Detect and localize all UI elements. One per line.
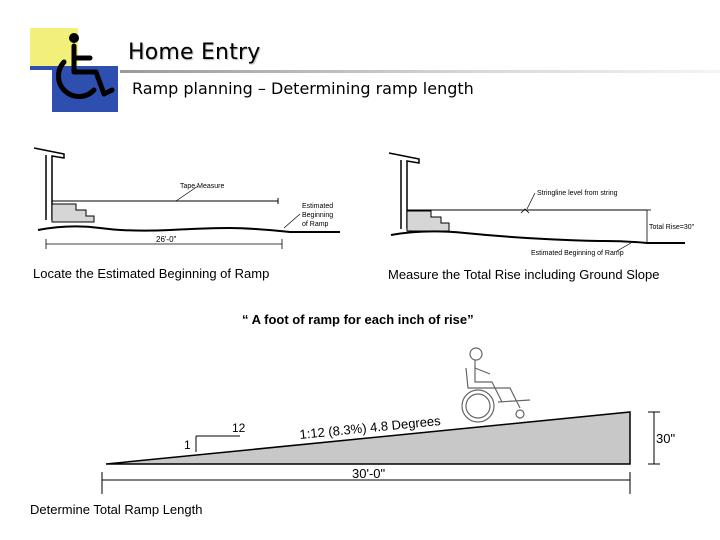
rule-quote: “ A foot of ramp for each inch of rise” — [242, 312, 474, 327]
page-subtitle: Ramp planning – Determining ramp length — [132, 79, 474, 98]
ramp-length-diagram — [90, 330, 680, 500]
caption-measure-rise: Measure the Total Rise including Ground Slope — [388, 267, 660, 282]
height-label: 30" — [656, 431, 676, 446]
rise-label: 1 — [184, 438, 191, 452]
beginning-label-1: Estimated — [302, 203, 334, 210]
caption-ramp-length: Determine Total Ramp Length — [30, 502, 203, 517]
slope-label: 1:12 (8.3%) 4.8 Degrees — [298, 412, 442, 442]
distance-label: 26'-0" — [156, 235, 177, 244]
page-title: Home Entry — [128, 40, 261, 65]
beginning-label-3: of Ramp — [302, 221, 329, 228]
locate-beginning-diagram — [30, 140, 360, 255]
tape-measure-label: Tape Measure — [180, 183, 225, 190]
caption-locate-beginning: Locate the Estimated Beginning of Ramp — [33, 266, 270, 281]
length-label: 30'-0" — [352, 466, 386, 481]
wheelchair-user-icon — [462, 348, 530, 422]
total-rise-label: Total Rise=30" — [649, 224, 695, 231]
wheelchair-accessibility-icon — [30, 28, 126, 112]
right-beginning-label: Estimated Beginning of Ramp — [531, 250, 624, 257]
measure-rise-diagram — [385, 145, 695, 260]
run-label: 12 — [232, 421, 246, 435]
title-divider — [120, 70, 720, 73]
stringline-label: Stringline level from string — [537, 190, 618, 197]
beginning-label-2: Beginning — [302, 212, 334, 219]
